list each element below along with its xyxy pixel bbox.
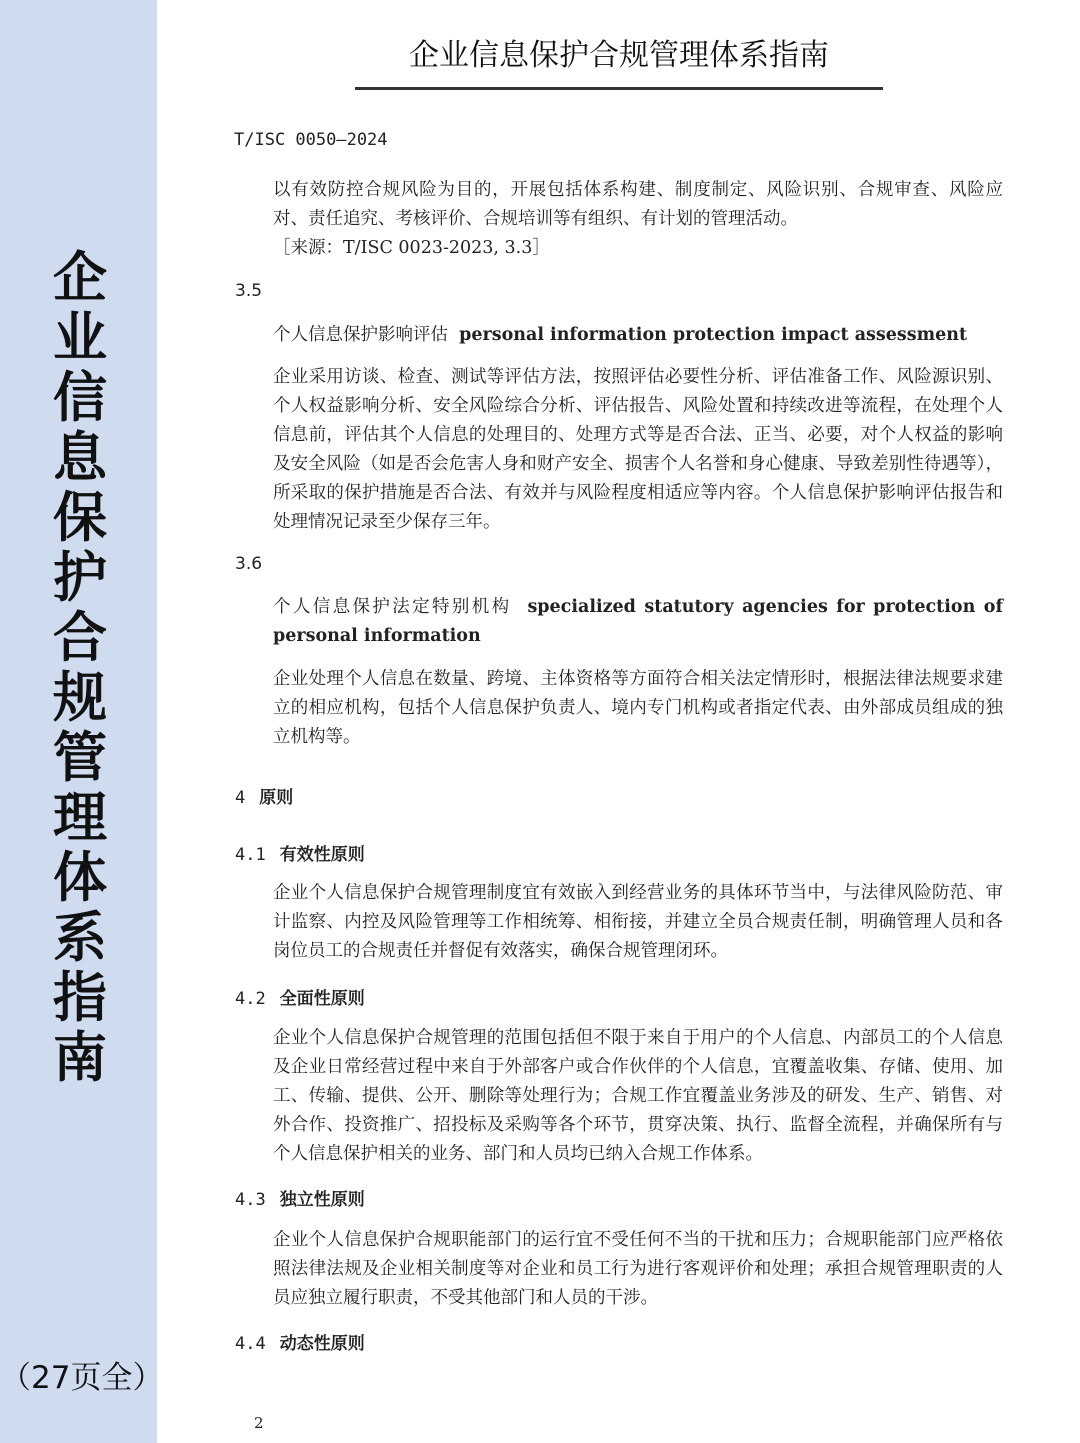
- clause-4-1-body: 企业个人信息保护合规管理制度宜有效嵌入到经营业务的具体环节当中，与法律风险防范、审计监察、内控及风险管理等工作相统筹、相衔接，并建立全员合规责任制，明确管理人员和各岗位员工的合规责任并督促有效落实，确保合规管理闭环。: [273, 883, 1003, 961]
- sidebar-pages-label: （27页全）: [0, 1360, 164, 1396]
- term-3-6: 个人信息保护法定特别机构 specialized statutory agencies for protection of personal information: [273, 597, 1003, 646]
- source-note: ［来源：T/ISC 0023-2023, 3.3］: [273, 238, 550, 258]
- header-divider: [355, 87, 883, 90]
- clause-4-3-body: 企业个人信息保护合规职能部门的运行宜不受任何不当的干扰和压力；合规职能部门应严格依照法律法规及企业相关制度等对企业和员工行为进行客观评价和处理；承担合规管理职责的人员应独立履行职责，不受其他部门和人员的干涉。: [273, 1230, 1003, 1308]
- section-heading-4-3: 4.3 独立性原则: [235, 1190, 365, 1210]
- section-heading-4-1: 4.1 有效性原则: [235, 845, 365, 865]
- definition-3-6: 企业处理个人信息在数量、跨境、主体资格等方面符合相关法定情形时，根据法律法规要求建立的相应机构，包括个人信息保护负责人、境内专门机构或者指定代表、由外部成员组成的独立机构等。: [273, 669, 1003, 747]
- standard-number: T/ISC 0050—2024: [234, 130, 388, 150]
- page-number: 2: [254, 1414, 264, 1432]
- section-heading-4-2: 4.2 全面性原则: [235, 989, 365, 1009]
- sidebar-title: 企 业 信 息 保 护 合 规 管 理 体 系 指 南: [53, 246, 107, 1089]
- section-heading-4-4: 4.4 动态性原则: [235, 1334, 365, 1354]
- sidebar: [0, 0, 164, 1443]
- clause-number-3-5: 3.5: [235, 281, 263, 301]
- paragraph: 以有效防控合规风险为目的，开展包括体系构建、制度制定、风险识别、合规审查、风险应对、责任追究、考核评价、合规培训等有组织、有计划的管理活动。: [273, 180, 1003, 229]
- section-heading-4: 4 原则: [235, 788, 294, 808]
- clause-4-2-body: 企业个人信息保护合规管理的范围包括但不限于来自于用户的个人信息、内部员工的个人信息及企业日常经营过程中来自于外部客户或合作伙伴的个人信息，宜覆盖收集、存储、使用、加工、传输、提供、公开、删除等处理行为；合规工作宜覆盖业务涉及的研发、生产、销售、对外合作、投资推广、招投标及采购等各个环节，贯穿决策、执行、监督全流程，并确保所有与个人信息保护相关的业务、部门和人员均已纳入合规工作体系。: [273, 1028, 1003, 1164]
- clause-number-3-6: 3.6: [235, 554, 263, 574]
- definition-3-5: 企业采用访谈、检查、测试等评估方法，按照评估必要性分析、评估准备工作、风险源识别、个人权益影响分析、安全风险综合分析、评估报告、风险处置和持续改进等流程，在处理个人信息前，评估其个人信息的处理目的、处理方式等是否合法、正当、必要，对个人权益的影响及安全风险（如是否会危害人身和财产安全、损害个人名誉和身心健康、导致差别性待遇等），所采取的保护措施是否合法、有效并与风险程度相适应等内容。个人信息保护影响评估报告和处理情况记录至少保存三年。: [273, 367, 1003, 532]
- term-3-5: 个人信息保护影响评估 personal information protection impact assessment: [273, 325, 968, 345]
- page-header-title: 企业信息保护合规管理体系指南: [409, 38, 829, 73]
